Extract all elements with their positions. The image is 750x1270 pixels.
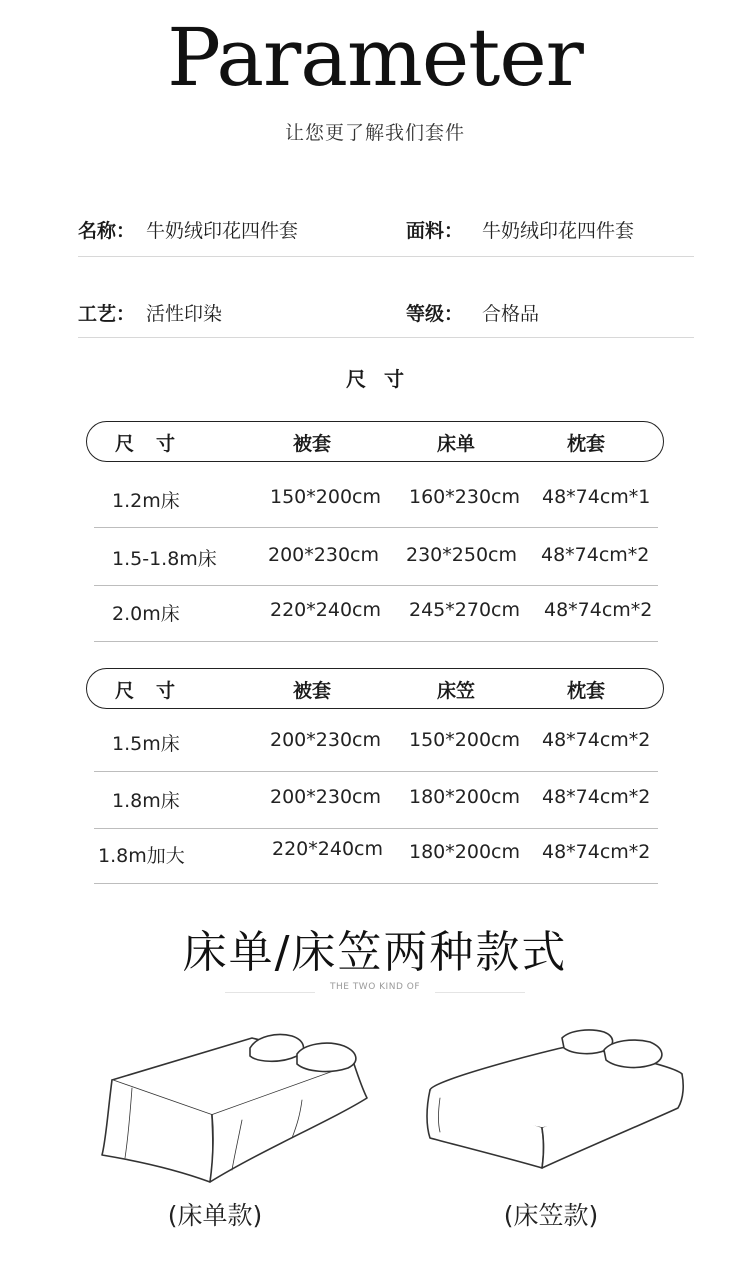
table-row xyxy=(94,585,658,641)
fitted-sheet-illustration xyxy=(420,1028,690,1178)
cell-duvet: 150*200cm xyxy=(270,486,381,508)
cell-sheet: 160*230cm xyxy=(409,486,520,508)
page-subtitle: 让您更了解我们套件 xyxy=(284,122,465,144)
cell-sheet: 245*270cm xyxy=(409,599,520,621)
grade-value: 合格品 xyxy=(482,303,540,325)
table1-header xyxy=(86,421,664,462)
cell-fitted: 180*200cm xyxy=(409,841,520,863)
table-row xyxy=(94,772,658,828)
table-row xyxy=(94,715,658,771)
table2-header-pillow: 枕套 xyxy=(567,680,606,702)
cell-pillow: 48*74cm*2 xyxy=(542,786,651,808)
cell-size: 1.2m床 xyxy=(112,490,180,512)
cell-pillow: 48*74cm*2 xyxy=(541,544,650,566)
cell-duvet: 220*240cm xyxy=(272,838,383,860)
name-label: 名称： xyxy=(78,220,136,242)
cell-fitted: 150*200cm xyxy=(409,729,520,751)
table2-header-duvet: 被套 xyxy=(293,680,332,702)
table2-header xyxy=(86,668,664,709)
table1-header-pillow: 枕套 xyxy=(567,433,606,455)
table-row xyxy=(94,827,658,883)
cell-pillow: 48*74cm*2 xyxy=(544,599,653,621)
grade-label: 等级： xyxy=(406,303,464,325)
cell-duvet: 200*230cm xyxy=(270,786,381,808)
table-row xyxy=(94,472,658,528)
table1-header-size: 尺寸 xyxy=(115,433,198,455)
table1-header-duvet: 被套 xyxy=(293,433,332,455)
styles-subtitle: THE TWO KIND OF xyxy=(330,982,420,992)
cell-pillow: 48*74cm*2 xyxy=(542,841,651,863)
fitted-sheet-caption: (床笠款) xyxy=(503,1201,599,1230)
cell-pillow: 48*74cm*2 xyxy=(542,729,651,751)
row-divider xyxy=(94,641,658,642)
name-value: 牛奶绒印花四件套 xyxy=(146,220,299,242)
flat-sheet-illustration xyxy=(92,1020,382,1190)
info-row-craft-grade xyxy=(78,291,694,331)
cell-pillow: 48*74cm*1 xyxy=(542,486,651,508)
divider xyxy=(435,992,525,993)
size-heading: 尺寸 xyxy=(346,367,422,391)
cell-duvet: 220*240cm xyxy=(270,599,381,621)
table2-header-fitted: 床笠 xyxy=(437,680,476,702)
cell-duvet: 200*230cm xyxy=(270,729,381,751)
fabric-label: 面料： xyxy=(406,220,464,242)
cell-size: 1.5-1.8m床 xyxy=(112,548,217,570)
cell-size: 1.8m床 xyxy=(112,790,180,812)
page-title: Parameter xyxy=(167,11,583,104)
row-divider xyxy=(94,883,658,884)
table1-header-sheet: 床单 xyxy=(437,433,476,455)
cell-size: 1.8m加大 xyxy=(98,845,185,867)
table2-header-size: 尺寸 xyxy=(115,680,198,702)
cell-fitted: 180*200cm xyxy=(409,786,520,808)
craft-value: 活性印染 xyxy=(146,303,223,325)
cell-duvet: 200*230cm xyxy=(268,544,379,566)
cell-sheet: 230*250cm xyxy=(406,544,517,566)
cell-size: 1.5m床 xyxy=(112,733,180,755)
row-divider xyxy=(94,527,658,528)
divider xyxy=(78,337,694,338)
divider xyxy=(78,256,694,257)
flat-sheet-caption: (床单款) xyxy=(167,1201,263,1230)
fabric-value: 牛奶绒印花四件套 xyxy=(482,220,635,242)
table-row xyxy=(94,530,658,586)
divider xyxy=(225,992,315,993)
craft-label: 工艺： xyxy=(78,303,136,325)
cell-size: 2.0m床 xyxy=(112,603,180,625)
styles-title: 床单/床笠两种款式 xyxy=(182,927,568,978)
info-row-name-fabric xyxy=(78,208,694,248)
